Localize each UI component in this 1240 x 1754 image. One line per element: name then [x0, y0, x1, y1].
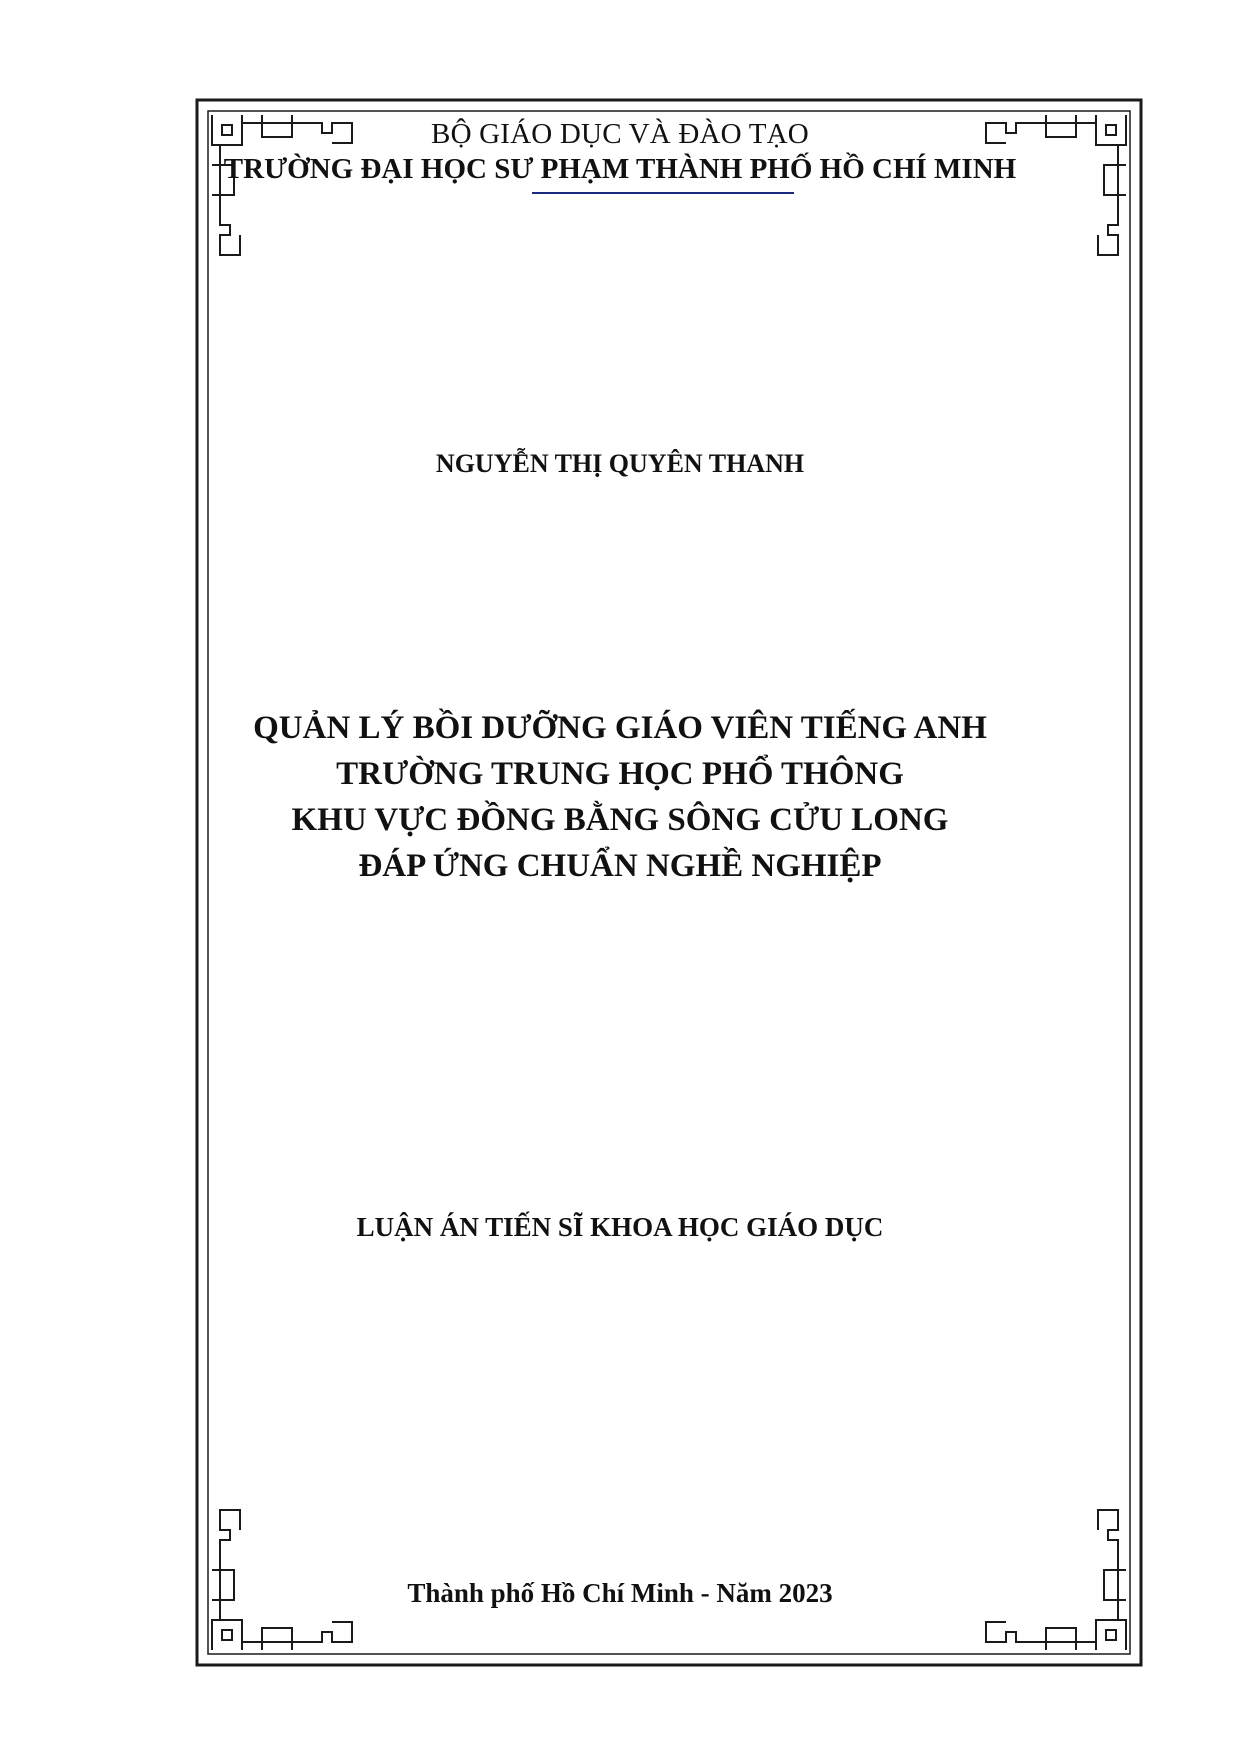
thesis-title-line: QUẢN LÝ BỒI DƯỠNG GIÁO VIÊN TIẾNG ANH [253, 710, 987, 746]
ministry-name: BỘ GIÁO DỤC VÀ ĐÀO TẠO [431, 118, 809, 150]
author-name: NGUYỄN THỊ QUYÊN THANH [435, 449, 805, 478]
header-divider [532, 192, 794, 194]
thesis-title [0, 705, 1240, 889]
thesis-title-line: KHU VỰC ĐỒNG BẰNG SÔNG CỬU LONG [291, 802, 949, 838]
place-and-year: Thành phố Hồ Chí Minh - Năm 2023 [407, 1578, 833, 1608]
thesis-title-line: TRƯỜNG TRUNG HỌC PHỔ THÔNG [336, 756, 904, 792]
university-name: TRƯỜNG ĐẠI HỌC SƯ PHẠM THÀNH PHỐ HỒ CHÍ MINH [223, 153, 1017, 185]
thesis-title-line: ĐÁP ỨNG CHUẨN NGHỀ NGHIỆP [358, 848, 882, 884]
degree-type: LUẬN ÁN TIẾN SĨ KHOA HỌC GIÁO DỤC [356, 1212, 884, 1242]
